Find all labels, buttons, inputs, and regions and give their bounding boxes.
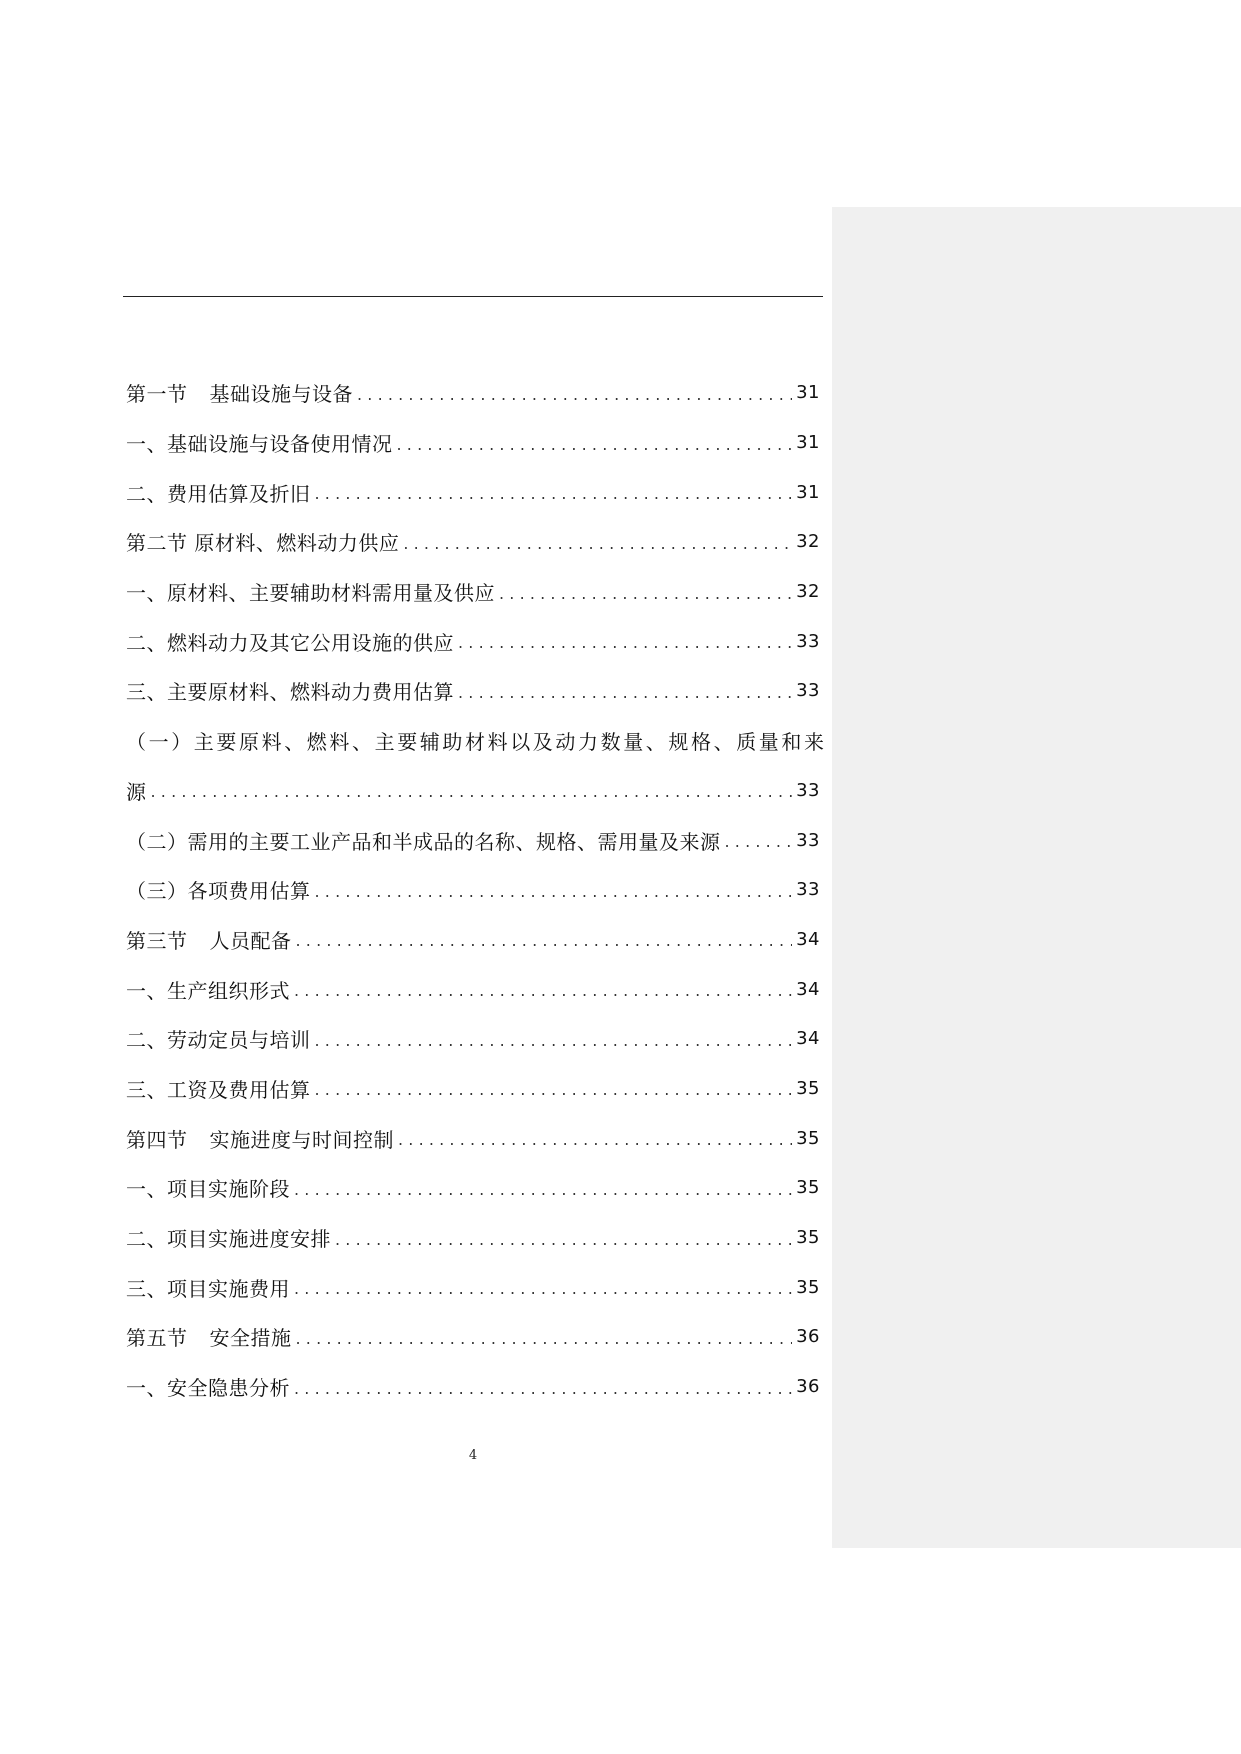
toc-page-number: 32 — [796, 531, 820, 553]
toc-page-number: 33 — [796, 680, 820, 702]
toc-entry-label: （一）主要原料、燃料、主要辅助材料以及动力数量、规格、质量和来 — [126, 726, 831, 755]
toc-entry[interactable] — [126, 666, 820, 716]
toc-entry-label: 二、燃料动力及其它公用设施的供应 — [126, 627, 458, 656]
toc-leader-dots — [296, 929, 793, 949]
toc-leader-dots — [398, 1128, 792, 1148]
toc-entry-label: 第五节 安全措施 — [126, 1322, 296, 1351]
toc-entry[interactable] — [126, 915, 820, 965]
toc-page-number: 35 — [796, 1177, 820, 1199]
toc-entry[interactable] — [126, 1213, 820, 1263]
toc-page-number: 36 — [796, 1376, 820, 1398]
toc-entry[interactable] — [126, 1362, 820, 1412]
toc-entry-label: 二、费用估算及折旧 — [126, 478, 315, 507]
toc-page-number: 33 — [796, 879, 820, 901]
toc-entry-label: 一、原材料、主要辅助材料需用量及供应 — [126, 577, 499, 606]
toc-entry[interactable] — [126, 1014, 820, 1064]
toc-entry-label: 一、基础设施与设备使用情况 — [126, 428, 397, 457]
toc-entry-label: 二、劳动定员与培训 — [126, 1024, 315, 1053]
comment-pane — [832, 207, 1241, 1548]
toc-entry[interactable] — [126, 1262, 820, 1312]
toc-entry[interactable] — [126, 616, 820, 666]
toc-page-number: 33 — [796, 630, 820, 652]
toc-entry[interactable] — [126, 517, 820, 567]
toc-leader-dots — [296, 1327, 793, 1347]
page-number: 4 — [468, 1448, 478, 1463]
toc-page-number: 36 — [796, 1326, 820, 1348]
toc-entry[interactable] — [126, 964, 820, 1014]
toc-entry[interactable] — [126, 815, 820, 865]
toc-leader-dots — [315, 482, 793, 502]
toc-leader-dots — [458, 631, 792, 651]
toc-entry-label: 一、生产组织形式 — [126, 975, 294, 1004]
toc-leader-dots — [499, 582, 792, 602]
toc-page-number: 33 — [796, 829, 820, 851]
toc-leader-dots — [335, 1228, 792, 1248]
toc-entry-label: 三、主要原材料、燃料动力费用估算 — [126, 676, 458, 705]
toc-leader-dots — [294, 979, 792, 999]
toc-leader-dots — [357, 383, 792, 403]
table-of-contents — [126, 368, 827, 1411]
toc-page-number: 31 — [796, 481, 820, 503]
toc-entry[interactable] — [126, 368, 820, 418]
toc-page-number: 31 — [796, 432, 820, 454]
toc-entry-label: （二）需用的主要工业产品和半成品的名称、规格、需用量及来源 — [126, 826, 725, 855]
toc-leader-dots — [315, 1078, 793, 1098]
toc-entry-label: 第四节 实施进度与时间控制 — [126, 1124, 398, 1153]
toc-page-number: 34 — [796, 978, 820, 1000]
toc-leader-dots — [397, 433, 793, 453]
toc-leader-dots — [315, 1029, 793, 1049]
toc-page-number: 31 — [796, 382, 820, 404]
toc-entry[interactable] — [126, 418, 820, 468]
toc-entry-label: 三、项目实施费用 — [126, 1273, 294, 1302]
toc-entry[interactable] — [126, 1113, 820, 1163]
toc-page-number: 35 — [796, 1227, 820, 1249]
toc-entry[interactable] — [126, 467, 820, 517]
toc-entry-label: 一、安全隐患分析 — [126, 1372, 294, 1401]
toc-entry[interactable] — [126, 865, 820, 915]
toc-entry-label: 三、工资及费用估算 — [126, 1074, 315, 1103]
toc-entry-label: 一、项目实施阶段 — [126, 1173, 294, 1202]
toc-entry-label: （三）各项费用估算 — [126, 875, 315, 904]
toc-leader-dots — [294, 1277, 792, 1297]
toc-page-number: 32 — [796, 581, 820, 603]
toc-page-number: 35 — [796, 1276, 820, 1298]
toc-leader-dots — [151, 780, 793, 800]
toc-entry-label: 第一节 基础设施与设备 — [126, 378, 357, 407]
toc-leader-dots — [315, 880, 793, 900]
toc-leader-dots — [458, 681, 792, 701]
toc-page-number: 35 — [796, 1127, 820, 1149]
toc-entry-continued[interactable] — [126, 766, 820, 816]
toc-page-number: 34 — [796, 1028, 820, 1050]
toc-leader-dots — [725, 830, 793, 850]
toc-entry[interactable] — [126, 567, 820, 617]
toc-leader-dots — [294, 1377, 792, 1397]
toc-page-number: 35 — [796, 1077, 820, 1099]
toc-entry[interactable] — [126, 1064, 820, 1114]
toc-entry-label: 二、项目实施进度安排 — [126, 1223, 335, 1252]
toc-entry[interactable] — [126, 716, 827, 766]
toc-entry-label: 第三节 人员配备 — [126, 925, 296, 954]
header-rule — [123, 296, 823, 297]
toc-leader-dots — [294, 1178, 792, 1198]
toc-entry-label: 第二节 原材料、燃料动力供应 — [126, 527, 403, 556]
toc-leader-dots — [403, 532, 792, 552]
toc-entry[interactable] — [126, 1312, 820, 1362]
toc-page-number: 34 — [796, 928, 820, 950]
toc-entry-label: 源 — [126, 776, 151, 805]
toc-entry[interactable] — [126, 1163, 820, 1213]
toc-page-number: 33 — [796, 779, 820, 801]
